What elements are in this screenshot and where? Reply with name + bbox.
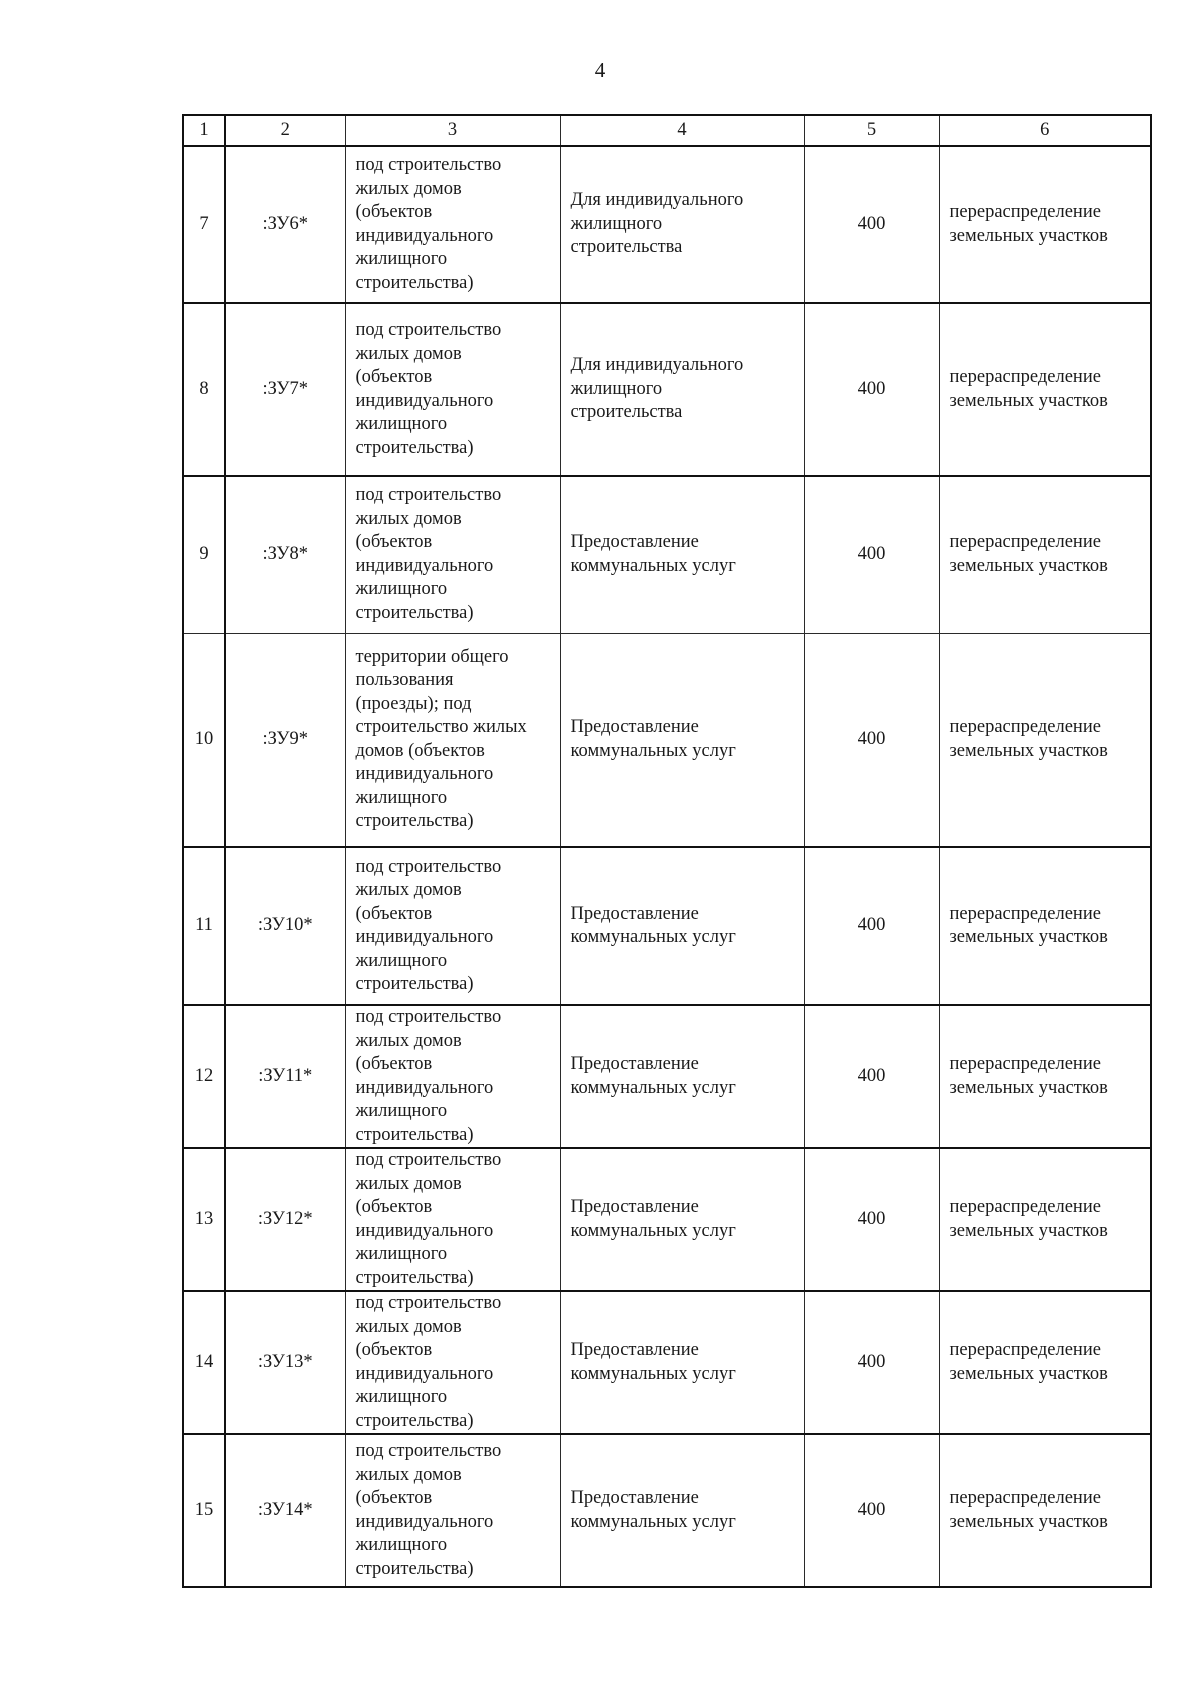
plot-purpose: территории общего пользования (проезды); под строительство жилых домов (объектов индивидуального жилищного строительства): [355, 646, 527, 832]
permitted-use: Предоставление коммунальных услуг: [570, 717, 736, 761]
row-number: 9: [183, 476, 225, 633]
permitted-use: Предоставление коммунальных услуг: [570, 903, 736, 947]
table-row: [183, 1291, 1151, 1434]
row-number: 7: [183, 146, 225, 303]
plot-area: 400: [804, 633, 939, 847]
row-number: 13: [183, 1148, 225, 1291]
table-row: [183, 476, 1151, 633]
plot-purpose: под строительство жилых домов (объектов индивидуального жилищного строительства): [355, 320, 502, 458]
land-plots-table: [182, 114, 1152, 1588]
plot-code: :ЗУ8*: [225, 476, 345, 633]
row-number: 12: [183, 1005, 225, 1148]
plot-area: 400: [804, 303, 939, 476]
plot-code: :ЗУ6*: [225, 146, 345, 303]
permitted-use: Для индивидуального жилищного строительства: [570, 190, 744, 258]
permitted-use: Предоставление коммунальных услуг: [570, 532, 736, 576]
formation-method: перераспределение земельных участков: [949, 202, 1108, 246]
header-col-4: 4: [560, 115, 804, 146]
table-row: [183, 1434, 1151, 1587]
table-row: [183, 633, 1151, 847]
formation-method: перераспределение земельных участков: [949, 1054, 1108, 1098]
formation-method: перераспределение земельных участков: [949, 532, 1108, 576]
plot-code: :ЗУ7*: [225, 303, 345, 476]
row-number: 8: [183, 303, 225, 476]
page-number: 4: [594, 58, 606, 82]
header-col-1: 1: [183, 115, 225, 146]
formation-method: перераспределение земельных участков: [949, 1340, 1108, 1384]
header-col-5: 5: [804, 115, 939, 146]
header-col-6: 6: [939, 115, 1151, 146]
plot-code: :ЗУ10*: [225, 847, 345, 1005]
table-row: [183, 1005, 1151, 1148]
table-header-row: [183, 115, 1151, 146]
plot-purpose: под строительство жилых домов (объектов индивидуального жилищного строительства): [355, 1293, 502, 1431]
row-number: 14: [183, 1291, 225, 1434]
plot-area: 400: [804, 1148, 939, 1291]
formation-method: перераспределение земельных участков: [949, 903, 1108, 947]
plot-purpose: под строительство жилых домов (объектов индивидуального жилищного строительства): [355, 1441, 502, 1579]
plot-purpose: под строительство жилых домов (объектов индивидуального жилищного строительства): [355, 485, 502, 623]
table-row: [183, 847, 1151, 1005]
permitted-use: Предоставление коммунальных услуг: [570, 1488, 736, 1532]
table-row: [183, 146, 1151, 303]
plot-area: 400: [804, 1434, 939, 1587]
formation-method: перераспределение земельных участков: [949, 717, 1108, 761]
formation-method: перераспределение земельных участков: [949, 1197, 1108, 1241]
plot-code: :ЗУ11*: [225, 1005, 345, 1148]
formation-method: перераспределение земельных участков: [949, 367, 1108, 411]
plot-purpose: под строительство жилых домов (объектов индивидуального жилищного строительства): [355, 155, 502, 293]
plot-area: 400: [804, 146, 939, 303]
table-row: [183, 303, 1151, 476]
plot-area: 400: [804, 476, 939, 633]
header-col-3: 3: [345, 115, 560, 146]
plot-code: :ЗУ13*: [225, 1291, 345, 1434]
plot-code: :ЗУ9*: [225, 633, 345, 847]
permitted-use: Предоставление коммунальных услуг: [570, 1197, 736, 1241]
permitted-use: Для индивидуального жилищного строительства: [570, 355, 744, 423]
permitted-use: Предоставление коммунальных услуг: [570, 1340, 736, 1384]
row-number: 10: [183, 633, 225, 847]
plot-purpose: под строительство жилых домов (объектов индивидуального жилищного строительства): [355, 1150, 502, 1288]
permitted-use: Предоставление коммунальных услуг: [570, 1054, 736, 1098]
plot-area: 400: [804, 1005, 939, 1148]
formation-method: перераспределение земельных участков: [949, 1488, 1108, 1532]
table-row: [183, 1148, 1151, 1291]
row-number: 11: [183, 847, 225, 1005]
plot-area: 400: [804, 847, 939, 1005]
row-number: 15: [183, 1434, 225, 1587]
header-col-2: 2: [225, 115, 345, 146]
plot-purpose: под строительство жилых домов (объектов индивидуального жилищного строительства): [355, 856, 502, 994]
plot-code: :ЗУ12*: [225, 1148, 345, 1291]
plot-area: 400: [804, 1291, 939, 1434]
plot-purpose: под строительство жилых домов (объектов индивидуального жилищного строительства): [355, 1007, 502, 1145]
plot-code: :ЗУ14*: [225, 1434, 345, 1587]
